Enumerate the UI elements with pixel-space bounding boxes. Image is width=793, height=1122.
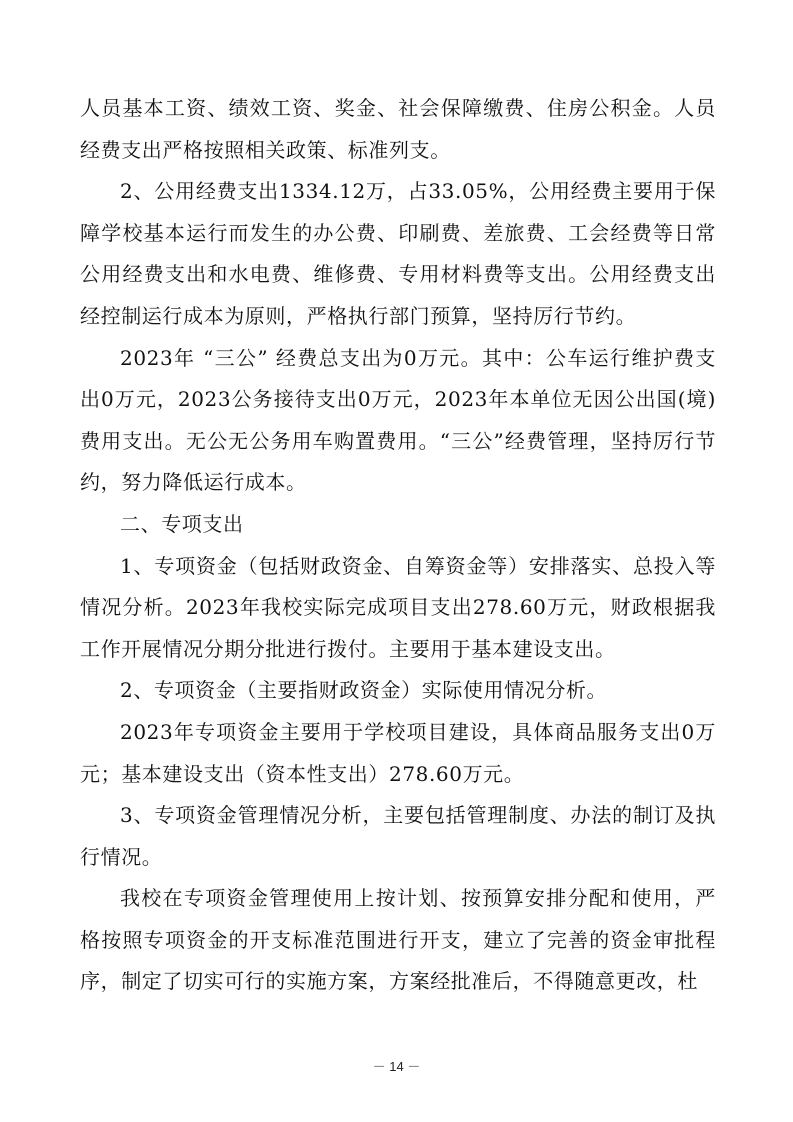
paragraph-special-funds-management-heading: 3、专项资金管理情况分析，主要包括管理制度、办法的制订及执行情况。 bbox=[80, 803, 716, 869]
paragraph-three-public-expenses: 2023年 “三公” 经费总支出为0万元。其中：公车运行维护费支出0万元，2023公务接待支出0万元，2023年本单位无因公出国(境)费用支出。无公无公务用车购置费用。“三公”经费管理，坚持厉行节约，努力降低运行成本。 bbox=[80, 345, 716, 495]
paragraph-public-expenses: 2、公用经费支出1334.12万，占33.05%，公用经费主要用于保障学校基本运行而发生的办公费、印刷费、差旅费、工会经费等日常公用经费支出和水电费、维修费、专用材料费等支出。公用经费支出经控制运行成本为原则，严格执行部门预算，坚持厉行节约。 bbox=[80, 179, 716, 328]
body-text bbox=[80, 88, 716, 1003]
paragraph-special-funds-management: 我校在专项资金管理使用上按计划、按预算安排分配和使用，严格按照专项资金的开支标准范围进行开支，建立了完善的资金审批程序，制定了切实可行的实施方案，方案经批准后，不得随意更改，杜 bbox=[80, 886, 716, 994]
paragraph-special-funds-usage: 2023年专项资金主要用于学校项目建设，具体商品服务支出0万元；基本建设支出（资本性支出）278.60万元。 bbox=[80, 719, 716, 786]
paragraph-special-funds-arrangement: 1、专项资金（包括财政资金、自筹资金等）安排落实、总投入等情况分析。2023年我校实际完成项目支出278.60万元，财政根据我工作开展情况分期分批进行拨付。主要用于基本建设支出。 bbox=[80, 553, 716, 661]
section-heading-special-expenditure: 二、专项支出 bbox=[120, 511, 244, 536]
paragraph-special-funds-usage-heading: 2、专项资金（主要指财政资金）实际使用情况分析。 bbox=[120, 678, 608, 703]
paragraph-personnel-expenses-continued: 人员基本工资、绩效工资、奖金、社会保障缴费、住房公积金。人员经费支出严格按照相关政策、标准列支。 bbox=[80, 96, 716, 162]
page-number: － 14 － bbox=[372, 1059, 421, 1074]
